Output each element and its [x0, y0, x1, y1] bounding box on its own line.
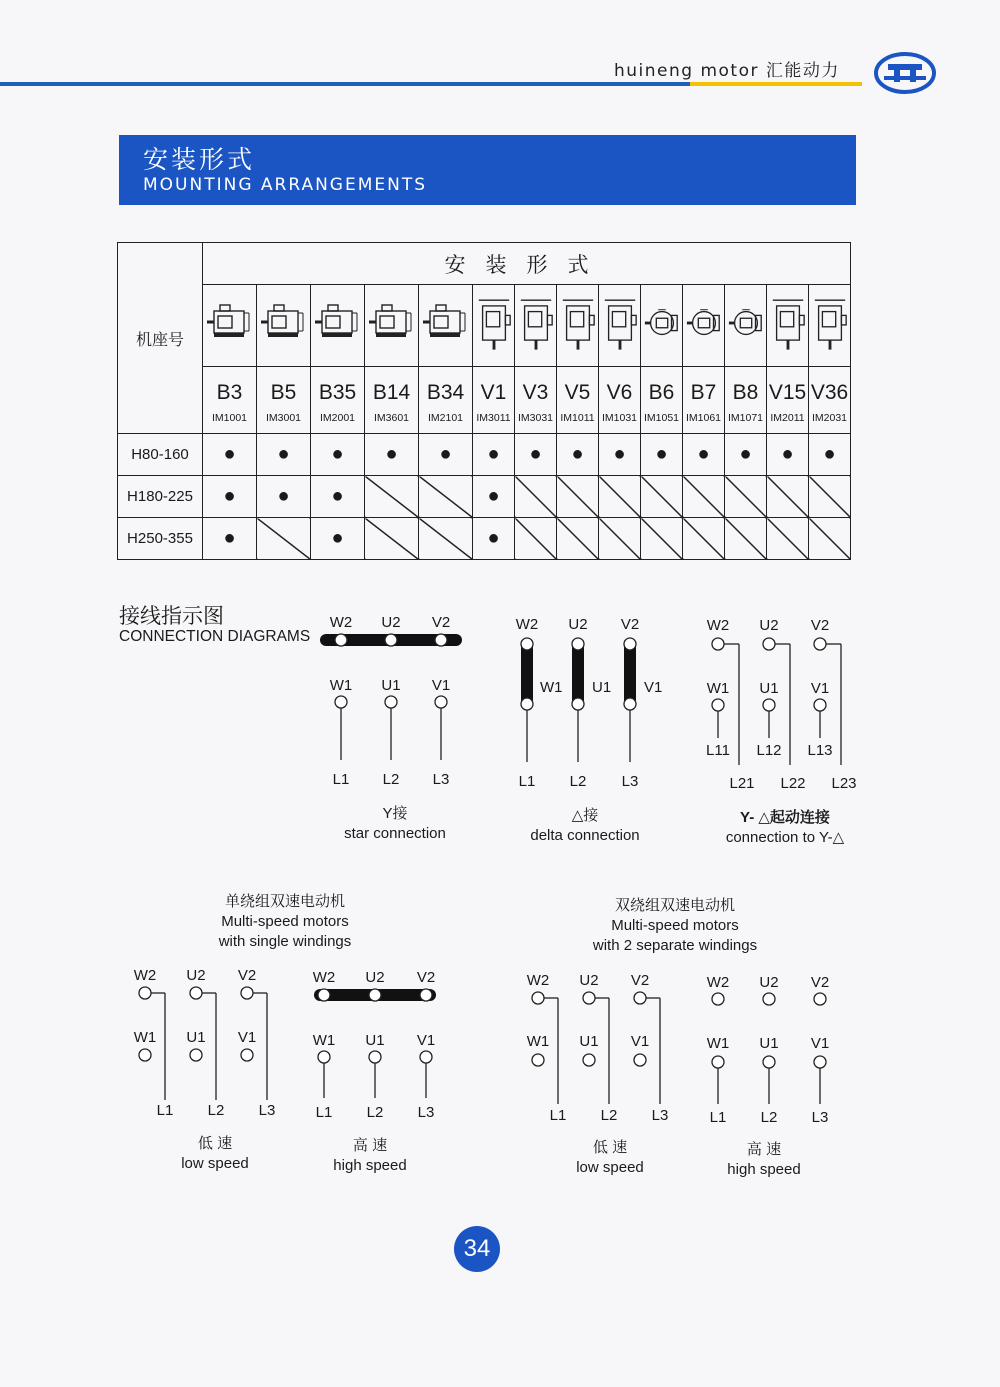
terminal-circle-top [763, 638, 775, 650]
terminal-label-top: V2 [620, 616, 640, 633]
terminal-circle-mid [572, 698, 584, 710]
terminal-label-top: V2 [431, 614, 451, 631]
terminal-label-top: W2 [706, 974, 730, 991]
star-caption-cn: Y接 [382, 805, 408, 822]
terminal-label-top: V2 [810, 974, 830, 991]
line-label: L1 [315, 1104, 333, 1121]
terminal-label-mid: V1 [644, 679, 663, 696]
terminal-circle-mid [763, 1056, 775, 1068]
mount-code-label: B8 [732, 380, 759, 404]
frame-size-cell: H80-160 [118, 434, 203, 476]
single-high-cn: 高 速 [352, 1137, 388, 1154]
terminal-label-mid: U1 [186, 1029, 206, 1046]
frame-size-header: 机座号 [118, 243, 203, 434]
terminal-circle-mid [814, 1056, 826, 1068]
terminal-label-mid: V1 [237, 1029, 257, 1046]
line-label: L3 [432, 771, 450, 788]
line-label: L1 [549, 1107, 567, 1124]
single-winding-heading [180, 892, 390, 952]
terminal-circle-top [572, 638, 584, 650]
mount-im-label: IM1001 [211, 411, 248, 424]
terminal-label-top: V2 [810, 617, 830, 634]
available-dot: ● [203, 476, 257, 518]
section-title-en: MOUNTING ARRANGEMENTS [143, 175, 428, 195]
line-label: L12 [756, 742, 782, 759]
mount-code-label: B3 [216, 380, 243, 404]
available-dot: ● [473, 476, 515, 518]
terminal-circle-mid [624, 698, 636, 710]
available-dot: ● [365, 434, 419, 476]
terminal-label-mid: V1 [810, 1035, 830, 1052]
terminal-label-top: U2 [759, 617, 779, 634]
mount-im-label: IM2031 [811, 411, 848, 424]
mount-im-label: IM3011 [476, 411, 511, 424]
terminal-label-top: W2 [133, 967, 157, 984]
terminal-circle-mid [190, 1049, 202, 1061]
mount-code-label: B7 [690, 380, 717, 404]
available-dot: ● [419, 434, 473, 476]
line-label: L11 [706, 742, 730, 759]
available-dot: ● [257, 476, 311, 518]
available-dot: ● [311, 518, 365, 560]
terminal-label-top: U2 [759, 974, 779, 991]
delta-caption-cn: △接 [571, 807, 599, 824]
available-dot: ● [203, 434, 257, 476]
mount-code-label: V5 [564, 380, 591, 404]
line-label: L1 [709, 1109, 727, 1126]
terminal-circle-top [335, 634, 347, 646]
delta-caption [505, 806, 665, 846]
terminal-circle-top [814, 638, 826, 650]
available-dot: ● [311, 476, 365, 518]
terminal-label-mid: V1 [630, 1033, 650, 1050]
available-dot: ● [203, 518, 257, 560]
line-label: L2 [207, 1102, 225, 1119]
line-label: L3 [258, 1102, 276, 1119]
terminal-label-mid: V1 [416, 1032, 436, 1049]
terminal-circle-top [521, 638, 533, 650]
terminal-circle-top [634, 992, 646, 1004]
terminal-label-mid: V1 [810, 680, 830, 697]
available-dot: ● [641, 434, 683, 476]
ydelta-caption-cn: Y- △起动连接 [740, 809, 830, 826]
terminal-label-mid: U1 [759, 1035, 779, 1052]
line-label: L2 [600, 1107, 618, 1124]
line-label: L2 [382, 771, 400, 788]
mount-im-label: IM3001 [265, 411, 302, 424]
terminal-label-mid: W1 [706, 680, 730, 697]
available-dot: ● [599, 434, 641, 476]
terminal-label-mid: U1 [759, 680, 779, 697]
mount-im-label: IM1061 [685, 411, 722, 424]
double-high-caption [719, 1140, 809, 1180]
mount-im-label: IM1011 [560, 411, 595, 424]
terminal-circle-mid [521, 698, 533, 710]
mounting-group-header: 安装形式 [203, 243, 851, 285]
brand-cn: 汇能动力 [765, 61, 840, 81]
line-label: L1 [156, 1102, 174, 1119]
terminal-circle-mid [814, 699, 826, 711]
terminal-circle-mid [369, 1051, 381, 1063]
terminal-circle-top [385, 634, 397, 646]
line-label: L22 [780, 775, 806, 792]
double-low-caption [565, 1138, 655, 1178]
terminal-label-top: W2 [706, 617, 730, 634]
line-label: L3 [621, 773, 639, 790]
mount-code-label: B14 [372, 380, 411, 404]
mount-im-label: IM3601 [373, 411, 410, 424]
mount-code-label: B35 [318, 380, 357, 404]
single-low-en: low speed [181, 1155, 249, 1172]
section-title-cn: 安装形式 [143, 145, 256, 174]
star-caption [320, 804, 470, 844]
single-high-caption [325, 1136, 415, 1176]
double-high-cn: 高 速 [746, 1141, 782, 1158]
terminal-circle-mid [583, 1054, 595, 1066]
connection-title-en: CONNECTION DIAGRAMS [119, 628, 311, 645]
delta-caption-en: delta connection [530, 827, 640, 844]
mount-code-label: V36 [810, 380, 849, 404]
mount-code-label: B6 [648, 380, 675, 404]
terminal-circle-mid [763, 699, 775, 711]
mount-code-label: V3 [522, 380, 549, 404]
mount-im-label: IM1051 [643, 411, 680, 424]
terminal-circle-top [763, 993, 775, 1005]
mount-code-label: V15 [768, 380, 807, 404]
connection-title-cn: 接线指示图 [119, 604, 224, 628]
frame-size-cell: H180-225 [118, 476, 203, 518]
terminal-circle-top [532, 992, 544, 1004]
available-dot: ● [473, 434, 515, 476]
line-label: L3 [811, 1109, 829, 1126]
terminal-circle-top [369, 989, 381, 1001]
available-dot: ● [767, 434, 809, 476]
terminal-circle-top [624, 638, 636, 650]
terminal-circle-mid [420, 1051, 432, 1063]
single-high-en: high speed [333, 1157, 407, 1174]
terminal-circle-top [190, 987, 202, 999]
mount-code-label: V6 [606, 380, 633, 404]
terminal-circle-mid [712, 1056, 724, 1068]
available-dot: ● [473, 518, 515, 560]
ydelta-caption-en: connection to Y-△ [725, 829, 845, 846]
terminal-label-mid: U1 [381, 677, 401, 694]
available-dot: ● [257, 434, 311, 476]
available-dot: ● [311, 434, 365, 476]
single-low-caption [170, 1134, 260, 1174]
line-label: L3 [417, 1104, 435, 1121]
mount-code-label: V1 [480, 380, 507, 404]
terminal-label-mid: W1 [526, 1033, 550, 1050]
mount-im-label: IM1031 [601, 411, 638, 424]
terminal-label-mid: U1 [579, 1033, 599, 1050]
mount-im-label: IM2101 [427, 411, 464, 424]
line-label: L2 [760, 1109, 778, 1126]
terminal-circle-mid [139, 1049, 151, 1061]
mount-im-label: IM1071 [727, 411, 764, 424]
terminal-circle-mid [532, 1054, 544, 1066]
mount-im-label: IM2001 [319, 411, 356, 424]
terminal-label-top: U2 [568, 616, 588, 633]
single-low-cn: 低 速 [197, 1135, 233, 1152]
terminal-label-top: U2 [579, 972, 599, 989]
terminal-label-top: W2 [515, 616, 539, 633]
terminal-circle-top [420, 989, 432, 1001]
mount-code-label: B34 [426, 380, 465, 404]
terminal-label-mid: W1 [329, 677, 353, 694]
available-dot: ● [515, 434, 557, 476]
terminal-circle-top [241, 987, 253, 999]
line-label: L13 [807, 742, 833, 759]
double-low-en: low speed [576, 1159, 644, 1176]
available-dot: ● [725, 434, 767, 476]
double-winding-en2: with 2 separate windings [592, 937, 758, 954]
terminal-circle-mid [335, 696, 347, 708]
terminal-circle-top [712, 638, 724, 650]
available-dot: ● [809, 434, 851, 476]
line-label: L1 [332, 771, 350, 788]
star-caption-en: star connection [344, 825, 446, 842]
terminal-circle-top [139, 987, 151, 999]
page-number: 34 [454, 1226, 500, 1272]
line-label: L2 [366, 1104, 384, 1121]
single-winding-cn: 单绕组双速电动机 [224, 893, 345, 910]
terminal-label-top: U2 [365, 969, 385, 986]
ydelta-caption [700, 808, 870, 848]
mount-code-label: B5 [270, 380, 297, 404]
line-label: L23 [831, 775, 857, 792]
terminal-circle-top [712, 993, 724, 1005]
available-dot: ● [557, 434, 599, 476]
terminal-circle-top [583, 992, 595, 1004]
terminal-circle-mid [712, 699, 724, 711]
terminal-label-mid: U1 [365, 1032, 385, 1049]
terminal-circle-top [318, 989, 330, 1001]
terminal-label-top: V2 [237, 967, 257, 984]
double-high-en: high speed [727, 1161, 801, 1178]
terminal-circle-mid [385, 696, 397, 708]
mount-im-label: IM3031 [517, 411, 554, 424]
terminal-label-mid: W1 [312, 1032, 336, 1049]
terminal-label-mid: W1 [540, 679, 563, 696]
terminal-label-top: U2 [186, 967, 206, 984]
terminal-circle-mid [435, 696, 447, 708]
terminal-label-top: V2 [630, 972, 650, 989]
line-label: L1 [518, 773, 536, 790]
terminal-circle-top [814, 993, 826, 1005]
terminal-circle-top [435, 634, 447, 646]
double-winding-heading [570, 896, 780, 956]
line-label: L3 [651, 1107, 669, 1124]
terminal-label-top: W2 [329, 614, 353, 631]
terminal-label-top: U2 [381, 614, 401, 631]
frame-size-cell: H250-355 [118, 518, 203, 560]
double-winding-cn: 双绕组双速电动机 [614, 897, 735, 914]
terminal-circle-mid [318, 1051, 330, 1063]
single-winding-en2: with single windings [218, 933, 352, 950]
terminal-label-top: V2 [416, 969, 436, 986]
terminal-label-mid: U1 [592, 679, 612, 696]
double-low-cn: 低 速 [592, 1139, 628, 1156]
single-winding-en1: Multi-speed motors [221, 913, 349, 930]
terminal-circle-mid [634, 1054, 646, 1066]
mount-im-label: IM2011 [770, 411, 805, 424]
brand-en: huineng motor [614, 61, 759, 81]
line-label: L21 [729, 775, 755, 792]
terminal-label-top: W2 [312, 969, 336, 986]
terminal-circle-mid [241, 1049, 253, 1061]
double-winding-en1: Multi-speed motors [611, 917, 739, 934]
terminal-label-mid: W1 [133, 1029, 157, 1046]
terminal-label-top: W2 [526, 972, 550, 989]
line-label: L2 [569, 773, 587, 790]
terminal-label-mid: W1 [706, 1035, 730, 1052]
available-dot: ● [683, 434, 725, 476]
terminal-label-mid: V1 [431, 677, 451, 694]
